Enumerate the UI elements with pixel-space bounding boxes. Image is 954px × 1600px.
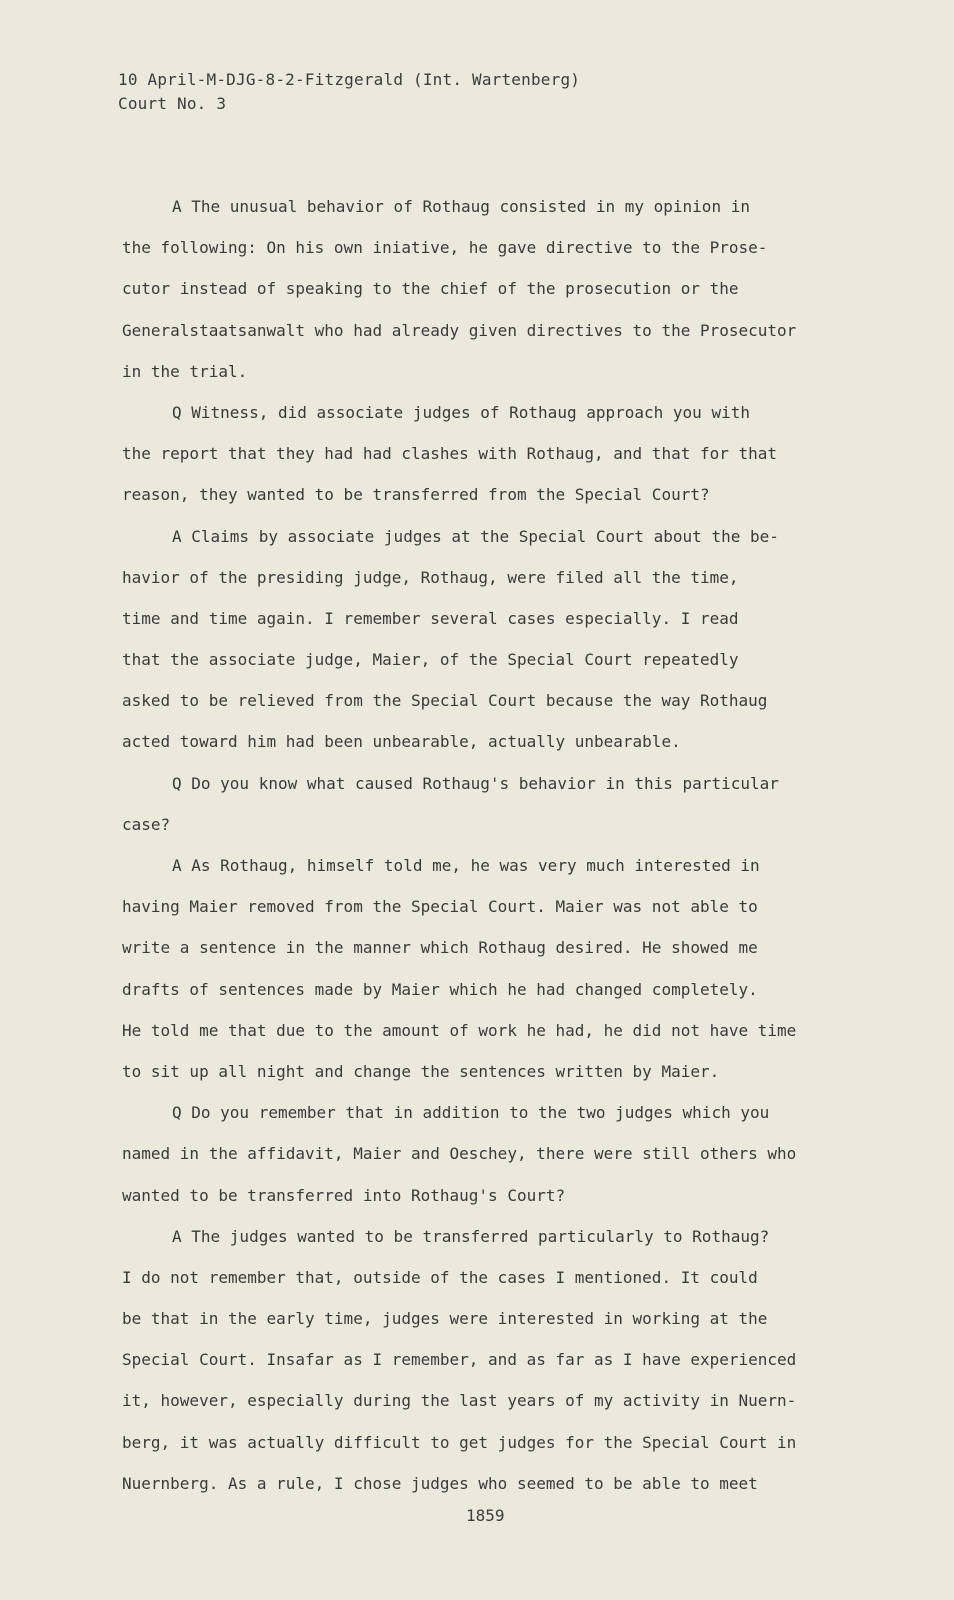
transcript-line: Nuernberg. As a rule, I chose judges who seemed to be able to meet (122, 1473, 758, 1493)
transcript-line: it, however, especially during the last years of my activity in Nuern- (122, 1391, 797, 1411)
transcript-line: Q Do you know what caused Rothaug's behavior in this particular (172, 773, 779, 793)
transcript-line: Special Court. Insafar as I remember, and as far as I have experienced (122, 1350, 797, 1370)
transcript-line: acted toward him had been unbearable, actually unbearable. (122, 732, 681, 752)
transcript-line: A Claims by associate judges at the Special Court about the be- (172, 526, 779, 546)
transcript-line: Q Do you remember that in addition to the two judges which you (172, 1103, 770, 1123)
transcript-line: be that in the early time, judges were interested in working at the (122, 1309, 768, 1329)
transcript-line: reason, they wanted to be transferred from the Special Court? (122, 485, 710, 505)
transcript-line: A The judges wanted to be transferred particularly to Rothaug? (172, 1226, 770, 1246)
transcript-line: that the associate judge, Maier, of the Special Court repeatedly (122, 650, 739, 670)
transcript-line: write a sentence in the manner which Rothaug desired. He showed me (122, 938, 758, 958)
transcript-line: I do not remember that, outside of the cases I mentioned. It could (122, 1267, 758, 1287)
transcript-line: Q Witness, did associate judges of Rothaug approach you with (172, 402, 750, 422)
transcript-line: berg, it was actually difficult to get judges for the Special Court in (122, 1432, 797, 1452)
transcript-line: cutor instead of speaking to the chief of the prosecution or the (122, 279, 739, 299)
transcript-line: named in the affidavit, Maier and Oeschey, there were still others who (122, 1144, 797, 1164)
transcript-line: to sit up all night and change the sentences written by Maier. (122, 1061, 720, 1081)
transcript-line: A The unusual behavior of Rothaug consisted in my opinion in (172, 197, 750, 216)
transcript-line: the report that they had had clashes with Rothaug, and that for that (122, 444, 778, 464)
transcript-line: Generalstaatsanwalt who had already given directives to the Prosecutor (122, 320, 797, 340)
transcript-line: case? (122, 814, 171, 834)
transcript-line: time and time again. I remember several cases especially. I read (122, 608, 739, 628)
transcript-line: He told me that due to the amount of work he had, he did not have time (122, 1020, 797, 1040)
transcript-line: drafts of sentences made by Maier which he had changed completely. (122, 979, 758, 999)
page-number: 1859 (466, 1506, 505, 1525)
transcript-line: asked to be relieved from the Special Court because the way Rothaug (122, 691, 768, 711)
document-header (118, 68, 580, 116)
transcript-line: the following: On his own iniative, he gave directive to the Prose- (122, 238, 768, 258)
transcript-line: in the trial. (122, 361, 248, 381)
transcript-body (122, 186, 852, 1504)
header-line-2: Court No. 3 (118, 94, 227, 113)
transcript-line: having Maier removed from the Special Court. Maier was not able to (122, 897, 758, 917)
transcript-line: wanted to be transferred into Rothaug's Court? (122, 1185, 566, 1205)
transcript-line: A As Rothaug, himself told me, he was very much interested in (172, 856, 760, 875)
header-line-1: 10 April-M-DJG-8-2-Fitzgerald (Int. Wartenberg) (118, 70, 581, 89)
transcript-line: havior of the presiding judge, Rothaug, were filed all the time, (122, 567, 739, 587)
